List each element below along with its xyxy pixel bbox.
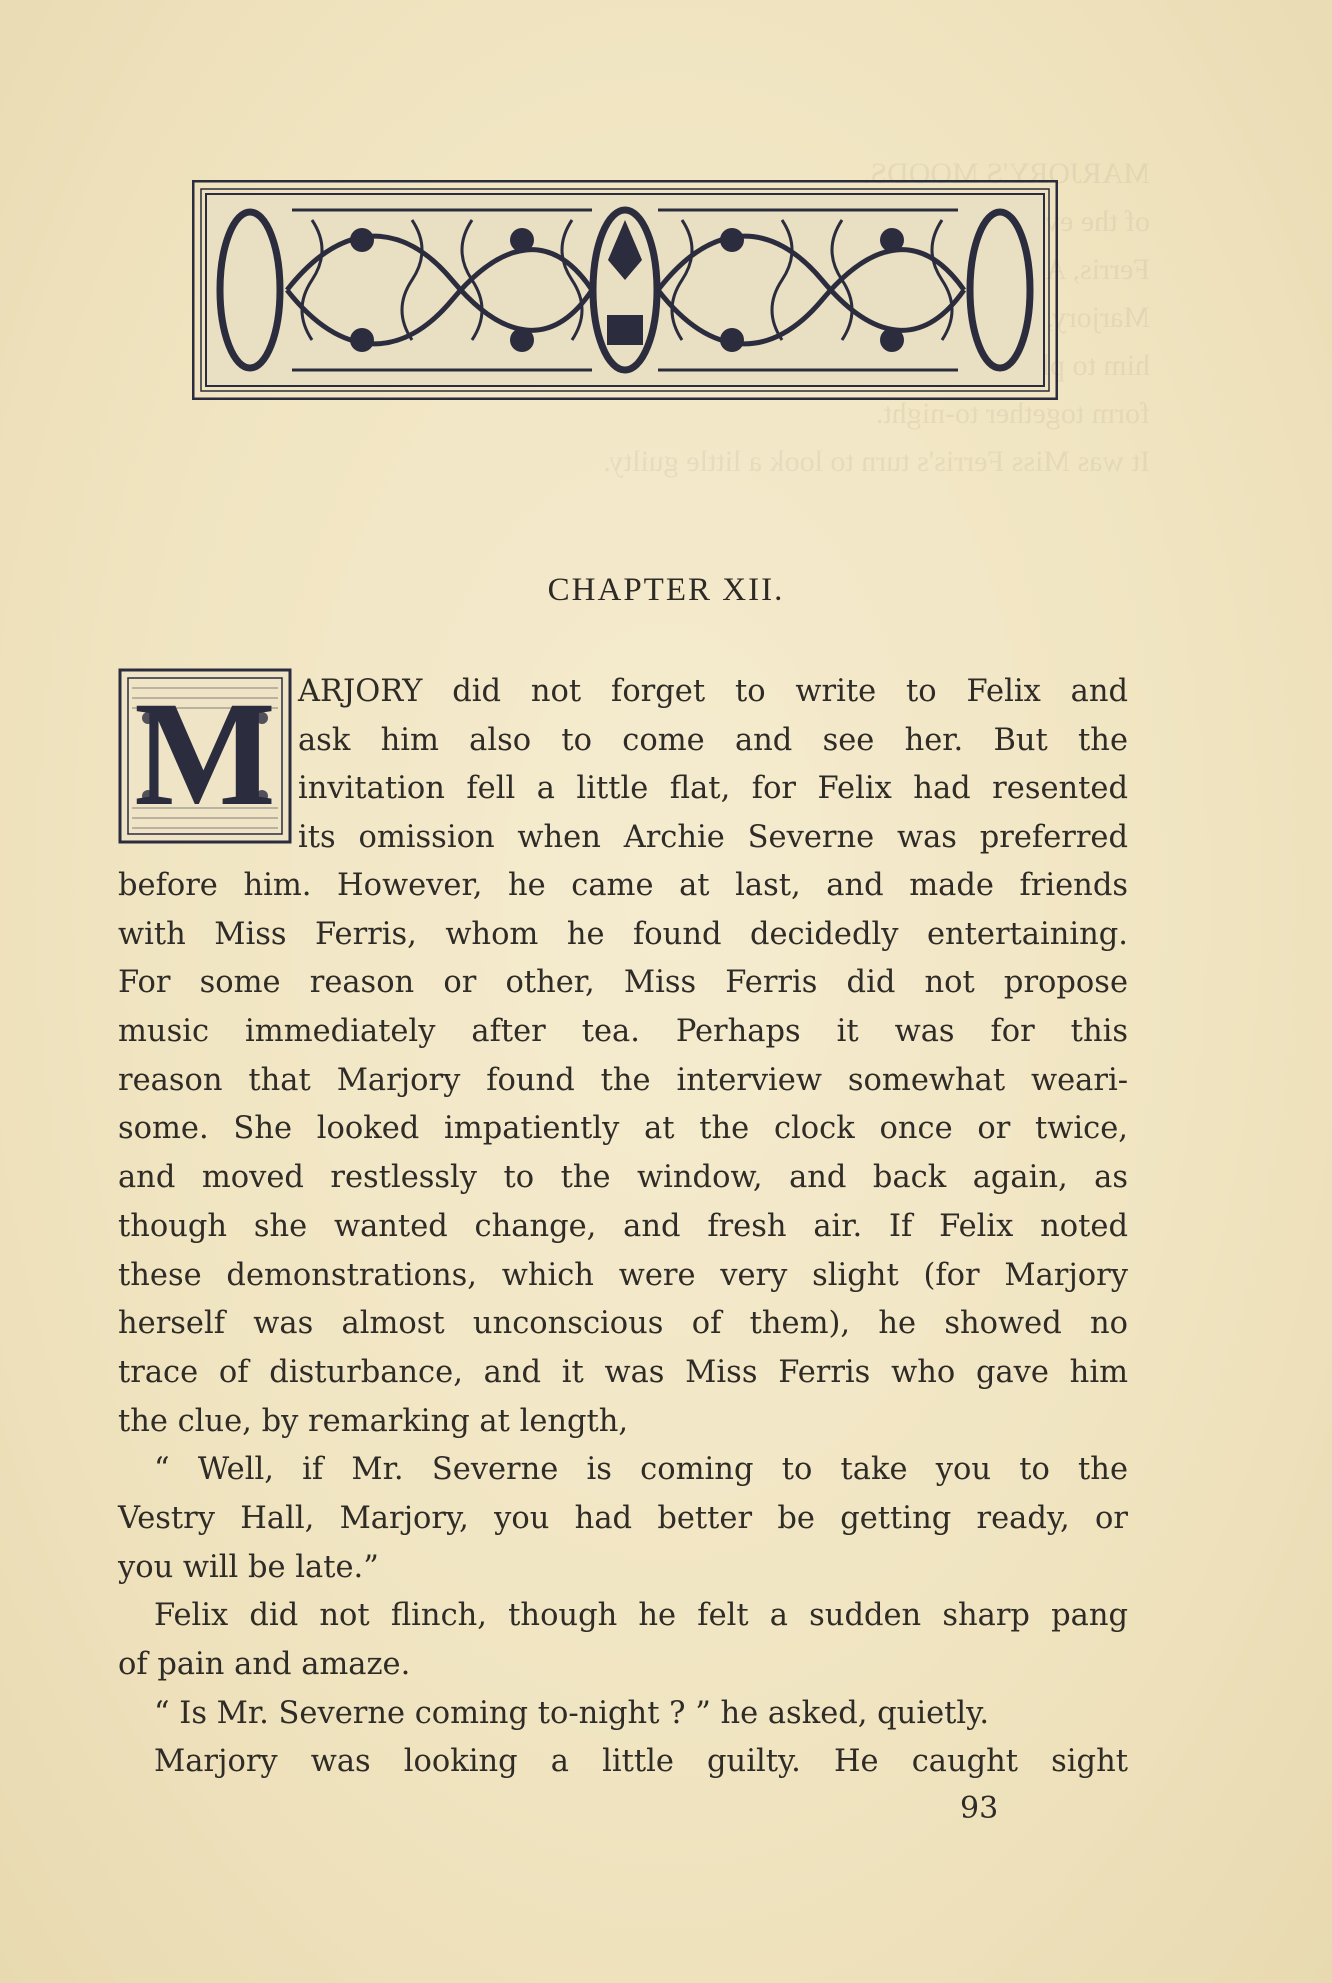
text-line: before him. However, he came at last, and made friends	[118, 868, 1128, 903]
text-line: Marjory was looking a little guilty. He caught sight	[154, 1744, 1128, 1780]
text-line: of pain and amaze.	[118, 1647, 411, 1682]
page-number: 93	[960, 1791, 999, 1826]
drop-cap-letter: M	[134, 671, 276, 837]
first-paragraph-lines	[298, 668, 1128, 863]
text-line: herself was almost unconscious of them), he showed no	[118, 1306, 1128, 1342]
text-line: you will be late.”	[118, 1549, 379, 1585]
text-line: these demonstrations, which were very slight (for Marjory	[118, 1257, 1128, 1293]
text-line: Vestry Hall, Marjory, you had better be getting ready, or	[118, 1500, 1128, 1536]
text-line: ARJORY did not forget to write to Felix and	[298, 674, 1128, 709]
text-line: with Miss Ferris, whom he found decidedly entertaining.	[118, 916, 1128, 952]
text-line: and moved restlessly to the window, and back again, as	[118, 1160, 1128, 1196]
ornamental-headpiece	[192, 180, 1058, 400]
show-through-text: MARJORY'S MOODS. of the Ferris, Marjory, him to form together to-night. It was Miss Ferris's turn to look a little guilty.	[603, 157, 1150, 478]
body-text	[118, 862, 1128, 1787]
text-line: ask him also to come and see her. But the	[298, 722, 1128, 758]
text-line: “ Well, if Mr. Severne is coming to take you to the	[154, 1452, 1128, 1488]
chapter-title: CHAPTER XII.	[547, 572, 785, 608]
text-line: its omission when Archie Severne was preferred	[298, 820, 1128, 856]
text-line: Felix did not flinch, though he felt a sudden sharp pang	[154, 1598, 1128, 1634]
drop-cap	[118, 668, 292, 844]
text-line: trace of disturbance, and it was Miss Ferris who gave him	[118, 1354, 1128, 1390]
text-line: some. She looked impatiently at the clock once or twice,	[118, 1111, 1128, 1147]
text-line: “ Is Mr. Severne coming to-night ? ” he asked, quietly.	[154, 1695, 990, 1731]
text-line: invitation fell a little flat, for Felix had resented	[298, 771, 1128, 807]
text-line: music immediately after tea. Perhaps it was for this	[118, 1014, 1128, 1050]
text-line: the clue, by remarking at length,	[118, 1403, 629, 1439]
text-line: reason that Marjory found the interview somewhat weari-	[118, 1062, 1128, 1098]
text-line: For some reason or other, Miss Ferris did not propose	[118, 965, 1128, 1001]
text-line: though she wanted change, and fresh air. If Felix noted	[118, 1208, 1128, 1244]
